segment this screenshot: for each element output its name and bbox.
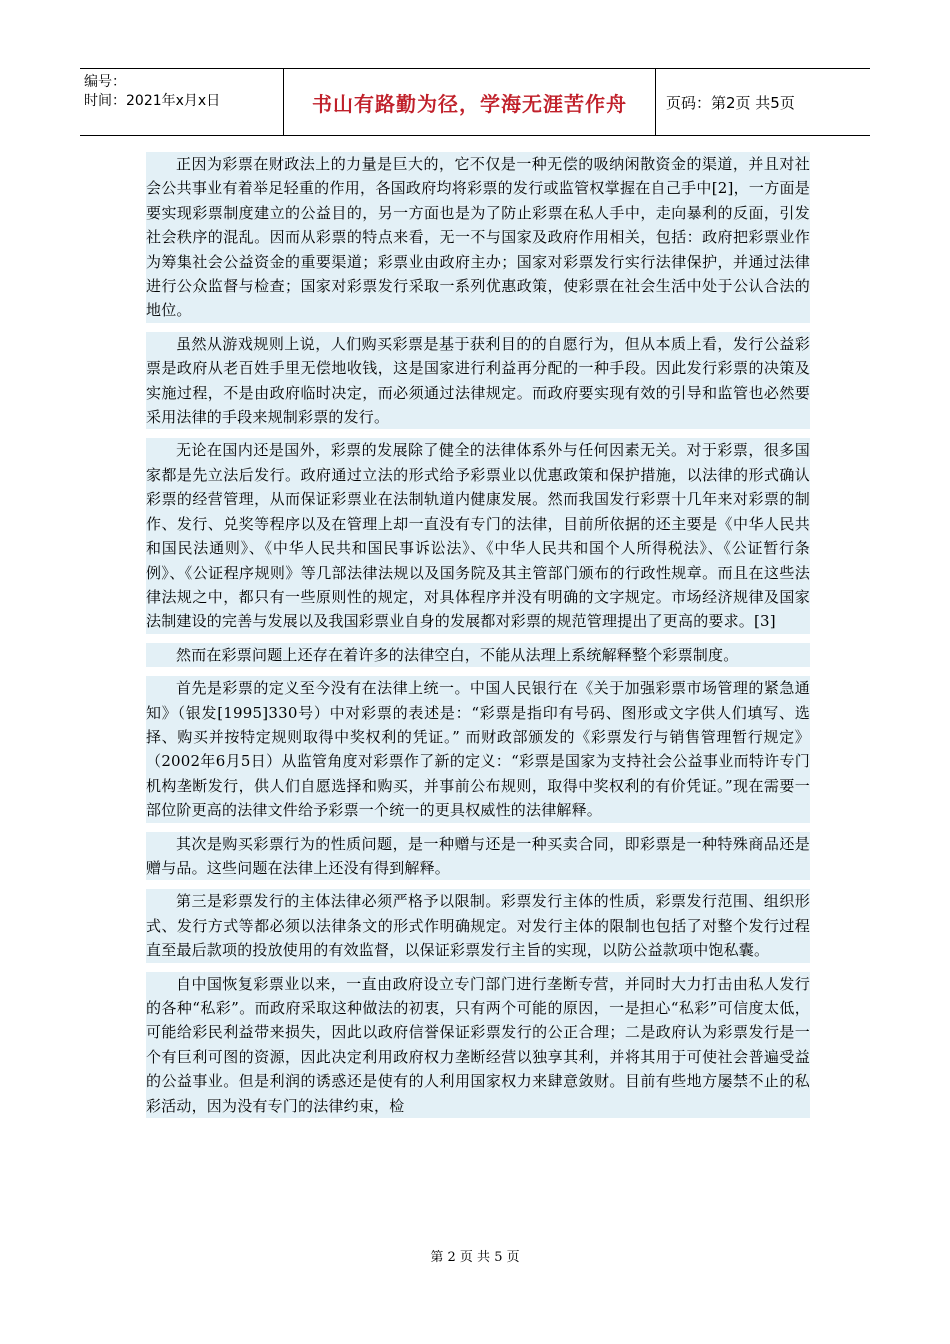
- page-footer: 第 2 页 共 5 页: [430, 1250, 520, 1265]
- header-info-cell: [80, 69, 283, 135]
- header-motto-cell: [283, 69, 656, 135]
- document-header: [80, 68, 870, 136]
- time-label: 时间：2021年x月x日: [84, 93, 221, 109]
- number-label: 编号：: [84, 74, 126, 90]
- paragraph-3: 无论在国内还是国外，彩票的发展除了健全的法律体系外与任何因素无关。对于彩票，很多国家都是先立法后发行。政府通过立法的形式给予彩票业以优惠政策和保护措施，以法律的形式确认彩票的经营管理，从而保证彩票业在法制轨道内健康发展。然而我国发行彩票十几年来对彩票的制作、发行、兑奖等程序以及在管理上却一直没有专门的法律，目前所依据的还主要是《中华人民共和国民法通则》、《中华人民共和国民事诉讼法》、《中华人民共和国个人所得税法》、《公证暂行条例》、《公证程序规则》等几部法律法规以及国务院及其主管部门颁布的行政性规章。而且在这些法律法规之中，都只有一些原则性的规定，对具体程序并没有明确的文字规定。市场经济规律及国家法制建设的完善与发展以及我国彩票业自身的发展都对彩票的规范管理提出了更高的要求。[3]: [146, 438, 810, 633]
- document-body: [146, 152, 810, 1127]
- paragraph-1: 正因为彩票在财政法上的力量是巨大的，它不仅是一种无偿的吸纳闲散资金的渠道，并且对社会公共事业有着举足轻重的作用，各国政府均将彩票的发行或监管权掌握在自己手中[2]，一方面是要实现彩票制度建立的公益目的，另一方面也是为了防止彩票在私人手中，走向暴利的反面，引发社会秩序的混乱。因而从彩票的特点来看，无一不与国家及政府作用相关，包括：政府把彩票业作为筹集社会公益资金的重要渠道；彩票业由政府主办；国家对彩票发行实行法律保护，并通过法律进行公众监督与检查；国家对彩票发行采取一系列优惠政策，使彩票在社会生活中处于公认合法的地位。: [146, 152, 810, 323]
- paragraph-4: 然而在彩票问题上还存在着许多的法律空白，不能从法理上系统解释整个彩票制度。: [146, 643, 810, 667]
- header-page-cell: [656, 69, 870, 135]
- paragraph-8: 自中国恢复彩票业以来，一直由政府设立专门部门进行垄断专营，并同时大力打击由私人发行的各种“私彩”。而政府采取这种做法的初衷，只有两个可能的原因，一是担心“私彩”可信度太低，可能给彩民利益带来损失，因此以政府信誉保证彩票发行的公正合理；二是政府认为彩票发行是一个有巨利可图的资源，因此决定利用政府权力垄断经营以独享其利，并将其用于可使社会普遍受益的公益事业。但是利润的诱惑还是使有的人利用国家权力来肆意敛财。目前有些地方屡禁不止的私彩活动，因为没有专门的法律约束，检: [146, 972, 810, 1118]
- paragraph-7: 第三是彩票发行的主体法律必须严格予以限制。彩票发行主体的性质，彩票发行范围、组织形式、发行方式等都必须以法律条文的形式作明确规定。对发行主体的限制也包括了对整个发行过程直至最后款项的投放使用的有效监督，以保证彩票发行主旨的实现，以防公益款项中饱私囊。: [146, 889, 810, 962]
- paragraph-2: 虽然从游戏规则上说，人们购买彩票是基于获利目的的自愿行为，但从本质上看，发行公益彩票是政府从老百姓手里无偿地收钱，这是国家进行利益再分配的一种手段。因此发行彩票的决策及实施过程，不是由政府临时决定，而必须通过法律规定。而政府要实现有效的引导和监管也必然要采用法律的手段来规制彩票的发行。: [146, 332, 810, 430]
- paragraph-5: 首先是彩票的定义至今没有在法律上统一。中国人民银行在《关于加强彩票市场管理的紧急通知》（银发[1995]330号）中对彩票的表述是：“彩票是指印有号码、图形或文字供人们填写、选择、购买并按特定规则取得中奖权利的凭证。” 而财政部颁发的《彩票发行与销售管理暂行规定》（2002年6月5日）从监管角度对彩票作了新的定义：“彩票是国家为支持社会公益事业而特许专门机构垄断发行，供人们自愿选择和购买，并事前公布规则，取得中奖权利的有价凭证。”现在需要一部位阶更高的法律文件给予彩票一个统一的更具权威性的法律解释。: [146, 676, 810, 822]
- motto-text: 书山有路勤为径，学海无涯苦作舟: [312, 91, 627, 116]
- paragraph-6: 其次是购买彩票行为的性质问题，是一种赠与还是一种买卖合同，即彩票是一种特殊商品还是赠与品。这些问题在法律上还没有得到解释。: [146, 832, 810, 881]
- page-label: 页码：第2页 共5页: [666, 93, 795, 112]
